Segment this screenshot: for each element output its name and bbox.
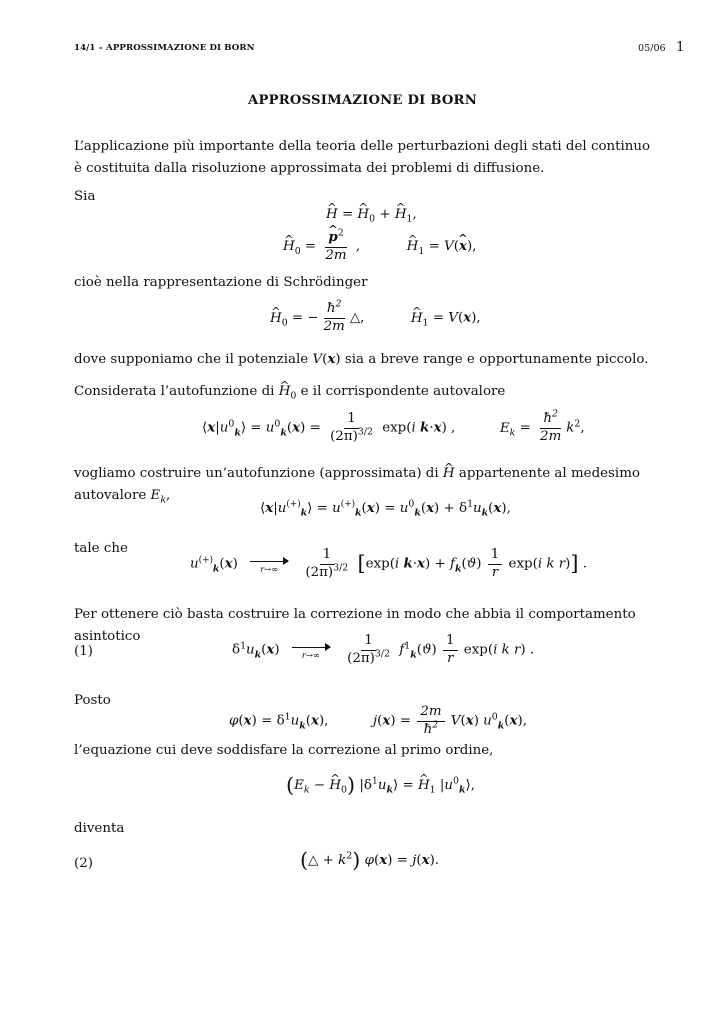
tale-che-text: tale che: [74, 541, 128, 556]
perturbed-eigenfunction-equation: $⟨x|u^{(+)}_k⟩ = u^{(+)}_k(x) = u^0_k(x) + \delta^1u_k(x)$,: [260, 498, 511, 519]
intro-paragraph: [74, 136, 654, 180]
potential-text: dove supponiamo che il potenziale V(x) sia a breve range e opportunamente piccolo.: [74, 351, 649, 367]
intro-line-2: è costituita dalla risoluzione approssimata dei problemi di diffusione.: [74, 161, 545, 176]
posto-text: Posto: [74, 693, 111, 708]
limit-arrow-2: r→∞: [292, 641, 330, 660]
intro-line-1: L’applicazione più importante della teoria delle perturbazioni degli stati del continuo: [74, 139, 651, 154]
first-order-equation: ($E_k - H$ $\^{}_0$) $|\delta^1u_k⟩ = H$ $\^{}_1$ $|u^0_k⟩$,: [286, 778, 475, 793]
costruire-text: vogliamo costruire un’autofunzione (approssimata) di H ^ appartenente al medesimo autovalore $E_k$,: [74, 463, 674, 507]
free-hamiltonian-equation: H $\^{}_0$ = $\frac{p \^{}^2}{2m}$ , H $\^{}_1 = V(x$ ^),: [283, 230, 476, 263]
autofunzione-text: Considerata l’autofunzione di H $\^{}_0$ e il corrispondente autovalore: [74, 381, 654, 403]
schrodinger-representation-equation: H $\^{}_0$ = − $\frac{ħ^2}{2m}$ △, H $\^{}_1 = V(x)$,: [270, 302, 481, 334]
asymptotic-equation: $u^{(+)}_k(x)$ r→∞ $\frac{1}{(2\pi)^{3/2}}$ [exp(i $k\cdot x) + f_k(ϑ)$ $\frac{1}{r}$ exp(i k r)] .: [190, 547, 587, 580]
header-date: 05/06: [638, 43, 666, 54]
equation-number-2: (2): [74, 856, 93, 871]
helmholtz-equation: (△ + $k^2$) φ(x) = j(x).: [300, 848, 440, 872]
correction-asymptotic-equation: $\delta^1u_k(x)$ r→∞ $\frac{1}{(2\pi)^{3/2}}$ $f^1_k(ϑ)$ $\frac{1}{r}$ exp(i k r) .: [232, 633, 535, 666]
hamiltonian-equation: H ^ = H $\^{}_0 + H$ $\^{}_1$,: [326, 207, 417, 222]
limit-arrow: r→∞: [250, 555, 288, 574]
plane-wave-equation: $⟨x|u^0_k⟩ = u^0_k(x)$ = $\frac{1}{(2\pi)^{3/2}}$ exp(i k·x) , $E_k$ = $\frac{ħ^2}{2m}$ $k^2$,: [202, 408, 585, 444]
equation-number-1: (1): [74, 644, 93, 659]
asintotico-text: Per ottenere ciò basta costruire la correzione in modo che abbia il comportamento asintotico: [74, 607, 636, 644]
sia-text: Sia: [74, 189, 96, 204]
schrodinger-text: cioè nella rappresentazione di Schrödinger: [74, 275, 368, 290]
diventa-text: diventa: [74, 821, 125, 836]
running-header: 14/1 – APPROSSIMAZIONE DI BORN: [74, 43, 255, 53]
section-title: APPROSSIMAZIONE DI BORN: [248, 93, 477, 108]
page-number: 1: [676, 40, 685, 55]
equazione-text: l’equazione cui deve soddisfare la correzione al primo ordine,: [74, 743, 494, 758]
definitions-equation: $\varphi(x) = \delta^1u_k(x)$, j(x) = $\frac{2m}{ħ^2}$ V(x) $u^0_k(x)$,: [229, 704, 527, 737]
